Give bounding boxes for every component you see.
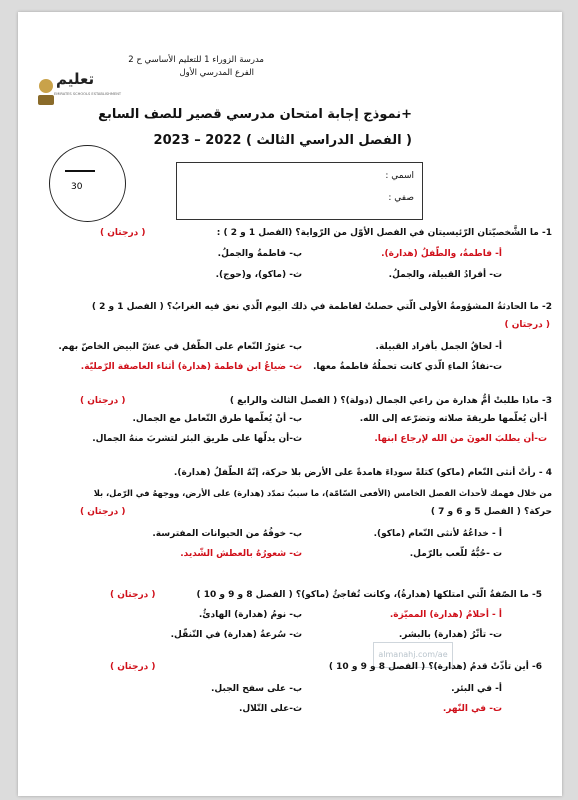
question-3: 3- ماذا طلبتْ أمُّ هدارة من راعي الجمال (دولة)؟ ( الفصل الثالث والرابع )	[229, 396, 552, 406]
q4-option-d: ث- شعورُهُ بالعطش الشّديد.	[180, 549, 302, 559]
q5-option-c: ت- تأثّرُ (هدارة) بالبشر.	[398, 630, 502, 640]
q4-option-c: ت -حُبُّهُ للّعب بالرّمل.	[409, 549, 502, 559]
q6-option-b: ب- على سفح الجبل.	[211, 684, 302, 694]
question-4-line-2: من خلال فهمك لأحداث الفصل الخامس (الأفعى السّامّة)، ما سببُ تمدّد (هدارة) على الأرض، ووجههُ في الرّمل، بلا	[93, 488, 552, 498]
q6-option-c: ت- في النّهر.	[442, 704, 502, 714]
logo-word: تعليم	[56, 70, 95, 88]
exam-page	[18, 12, 562, 796]
question-3-marks: ( درجتان )	[80, 396, 126, 406]
score-total: 30	[71, 182, 83, 192]
school-branch: الفرع المدرسي الأول	[179, 68, 254, 78]
ministry-logo	[32, 64, 122, 122]
class-label: صفي :	[388, 193, 414, 203]
q3-option-d: ث-أن يدلّها على طريق البئر لتشربَ منهُ الجمال.	[92, 434, 302, 444]
q6-option-a: أ- في البئر.	[451, 684, 502, 694]
question-4-line-1: 4 - رأتْ أنثى النّعام (ماكو) كتلةً سوداءَ هامدةً على الأرض بلا حركة، إنّهُ الطّفلُ (هدارة).	[173, 468, 552, 478]
q5-option-d: ث- سُرعةُ (هدارة) في التّنقّل.	[170, 630, 302, 640]
question-6: 6- أين تأذّتْ قدمُ (هدارة)؟ ( الفصل 8 و 9 و 10 )	[328, 662, 542, 672]
question-1: 1- ما الشَّخصيّتان الرّئيسيتان في الفصل الأوّل من الرّواية؟ (الفصل 1 و 2 ) :	[216, 228, 552, 238]
school-name: مدرسة الزوراء 1 للتعليم الأساسي ح 2	[128, 55, 264, 65]
q3-option-a: أ-أن يُعلّمها طريقةَ صلاته وتضرّعه إلى الله.	[359, 414, 547, 424]
exam-term: ( الفصل الدراسي الثالث ) 2022 – 2023	[153, 133, 412, 148]
exam-title: +نموذج إجابة امتحان مدرسي قصير للصف السابع	[98, 107, 412, 122]
q2-option-a: أ- لحاقُ الجمل بأفراد القبيلة.	[375, 342, 502, 352]
question-4-line-3: حركة؟ ( الفصل 5 و 6 و 7 )	[430, 507, 552, 517]
q5-option-b: ب- نومُ (هدارة) الهادئُ.	[198, 610, 302, 620]
q1-option-c: ت- أفرادُ القبيلة، والجملُ.	[388, 270, 502, 280]
q4-option-b: ب- خوفُهُ من الحيوانات المفترسة.	[152, 529, 302, 539]
question-2-marks: ( درجتان )	[504, 320, 550, 330]
logo-subtitle: EMIRATES SCHOOLS ESTABLISHMENT	[54, 92, 122, 96]
q2-option-d: ث- ضياعُ ابن فاطمةَ (هدارة) أثناء العاصفة الرّمليّة.	[80, 362, 302, 372]
question-5: 5- ما الصّفةُ الّتي امتلكها (هدارةُ)، وكانت تُفاجئُ (ماكو)؟ ( الفصل 8 و 9 و 10 )	[196, 590, 542, 600]
question-5-marks: ( درجتان )	[110, 590, 156, 600]
name-label: اسمي :	[385, 171, 414, 181]
q3-option-b: ب- أنْ يُعلّمها طرق التّعامل مع الجمال.	[132, 414, 302, 424]
student-info-box	[176, 162, 423, 220]
q3-option-c: ت-أن يطلبَ العونَ من الله لإرجاع ابنها.	[374, 434, 547, 444]
question-1-marks: ( درجتان )	[100, 228, 146, 238]
question-2: 2- ما الحادثةُ المشؤومةُ الأولى الّتي حصلتْ لفاطمة في ذلك اليوم الّذي نعق فيه الغرابُ؟ ( الفصل 1 و 2 )	[91, 302, 552, 312]
q1-option-d: ث- (ماكو)، و(حوج).	[215, 270, 302, 280]
q1-option-b: ب- فاطمةُ والجملُ.	[217, 249, 302, 259]
score-blank-line	[65, 170, 95, 172]
q2-option-b: ب- عثورُ النّعام على الطّفل في عشّ البيض الخاصّ بهم.	[58, 342, 302, 352]
question-6-marks: ( درجتان )	[110, 662, 156, 672]
q6-option-d: ث-على التّلال.	[238, 704, 302, 714]
q4-option-a: أ - خداعُهُ لأنثى النّعام (ماكو).	[373, 529, 502, 539]
question-4-marks: ( درجتان )	[80, 507, 126, 517]
q2-option-c: ت-نفاذُ الماءِ الّذي كانت تحملُهُ فاطمةُ معها.	[312, 362, 502, 372]
watermark: almanahj.com/ae	[373, 642, 453, 668]
q1-option-a: أ- فاطمةُ، والطّفلُ (هدارة).	[381, 249, 502, 259]
q5-option-a: أ - أحلامُ (هدارة) المميّزة.	[389, 610, 502, 620]
score-circle	[49, 145, 126, 222]
